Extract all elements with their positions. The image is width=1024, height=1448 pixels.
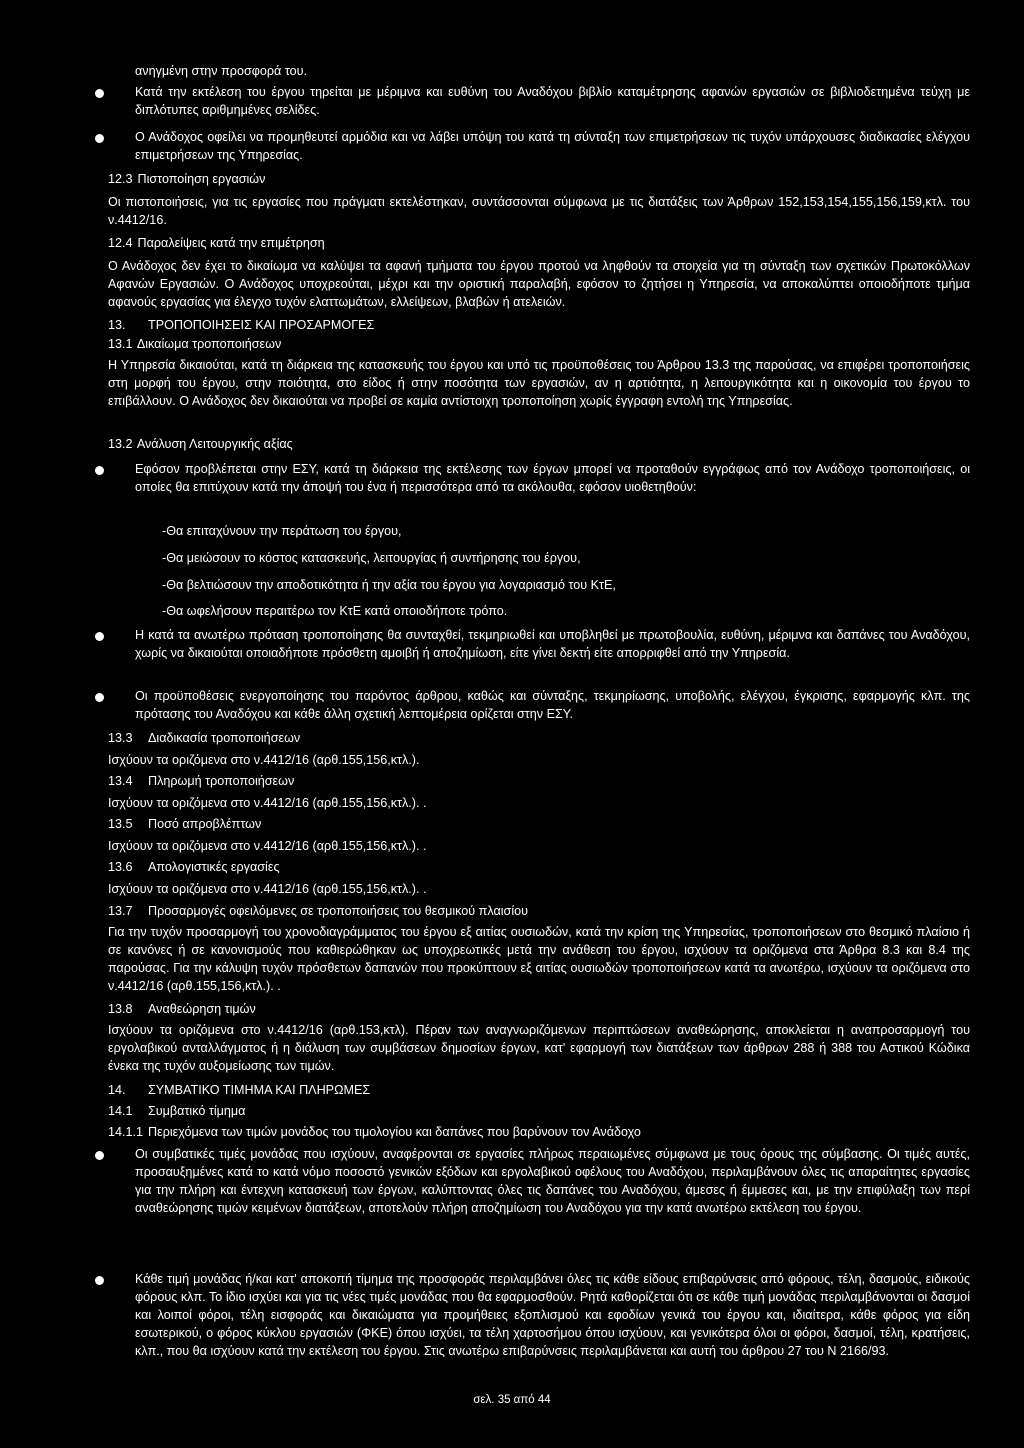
heading-number: 12.3 <box>108 172 133 186</box>
bullet-icon <box>95 1151 104 1160</box>
heading-title: ΤΡΟΠΟΠΟΙΗΣΕΙΣ ΚΑΙ ΠΡΟΣΑΡΜΟΓΕΣ <box>148 318 375 332</box>
heading-title: Συμβατικό τίμημα <box>148 1104 246 1118</box>
body-line: Ισχύουν τα οριζόμενα στο ν.4412/16 (αρθ.155,156,κτλ.). <box>108 753 420 767</box>
section-heading-14-1 <box>108 1102 245 1120</box>
heading-number: 14. <box>108 1083 126 1097</box>
heading-title: Προσαρμογές οφειλόμενες σε τροποποιήσεις του θεσμικού πλαισίου <box>148 904 529 918</box>
section-heading-13-6 <box>108 858 280 876</box>
section-heading-13-4 <box>108 772 294 790</box>
heading-title: Πληρωμή τροποποιήσεων <box>148 774 295 788</box>
body-line: Ισχύουν τα οριζόμενα στο ν.4412/16 (αρθ.155,156,κτλ.). . <box>108 796 427 810</box>
heading-number: 13.3 <box>108 731 133 745</box>
heading-number: 13.2 <box>108 437 133 451</box>
heading-number: 12.4 <box>108 236 133 250</box>
body-paragraph: Για την τυχόν προσαρμογή του χρονοδιαγράμματος του έργου εξ αιτίας ουσιωδών, κατά την κρίση της Υπηρεσίας, τροποποιήσεων στο θεσμικό πλαίσιο ή σε κανόνες ή σε κανονισμούς που καθιερώθηκαν ως υποχρεωτικές μετά την ανάθεση του έργου, ισχύουν τα οριζόμενα στα Άρθρα 8.3 και 8.4 της παρούσας. Για την κάλυψη τυχόν πρόσθετων δαπανών που προκύπτουν εξ αιτίας ουσιωδών τροποποιήσεων κατά τα ανωτέρω, ισχύουν τα οριζόμενα στο ν.4412/16 (αρθ.155,156,κτλ.). . <box>108 925 970 993</box>
section-heading-13 <box>108 316 374 334</box>
heading-number: 13.5 <box>108 817 133 831</box>
bullet-icon <box>95 89 104 98</box>
body-paragraph: Ο Ανάδοχος δεν έχει το δικαίωμα να καλύψει τα αφανή τμήματα του έργου προτού να ληφθούν τα στοιχεία για τη σύνταξη των σχετικών Πρωτοκόλλων Αφανών Εργασιών. Ο Ανάδοχος υποχρεούται, μέχρι και την οριστική παραλαβή, εφόσον το ζητήσει η Υπηρεσία, να αποκαλύπτει οποιοδήποτε τμήμα αφανούς εργασίας για έλεγχο τυχόν ελαττωμάτων, ελλείψεων, βλαβών ή ατελειών. <box>108 259 970 309</box>
heading-number: 13.4 <box>108 774 133 788</box>
dash-item: -Θα μειώσουν το κόστος κατασκευής, λειτουργίας ή συντήρησης του έργου, <box>162 551 581 565</box>
heading-title: Αναθεώρηση τιμών <box>148 1002 256 1016</box>
body-paragraph: Οι πιστοποιήσεις, για τις εργασίες που πράγματι εκτελέστηκαν, συντάσσονται σύμφωνα με τις διατάξεις των Άρθρων 152,153,154,155,156,159,κτλ. του ν.4412/16. <box>108 195 970 227</box>
section-heading-14-1-1 <box>108 1123 641 1141</box>
bullet-paragraph: Κατά την εκτέλεση του έργου τηρείται με μέριμνα και ευθύνη του Αναδόχου βιβλίο καταμέτρησης αφανών εργασιών σε βιβλιοδετημένα τεύχη με διπλότυπες αριθμημένες σελίδες. <box>135 85 970 117</box>
body-line: Ισχύουν τα οριζόμενα στο ν.4412/16 (αρθ.155,156,κτλ.). . <box>108 839 427 853</box>
heading-number: 14.1.1 <box>108 1125 144 1139</box>
section-heading-14 <box>108 1081 370 1099</box>
heading-number: 13.8 <box>108 1002 133 1016</box>
dash-item: -Θα βελτιώσουν την αποδοτικότητα ή την αξία του έργου για λογαριασμό του ΚτΕ, <box>162 578 616 592</box>
body-paragraph: Ισχύουν τα οριζόμενα στο ν.4412/16 (αρθ.153,κτλ). Πέραν των αναγνωριζόμενων περιπτώσεων αναθεώρησης, αποκλείεται η αναπροσαρμογή του εργολαβικού ανταλλάγματος ή η διάλυση των συμβάσεων δημοσίων έργων, κατ' εφαρμογή των διατάξεων των άρθρων 288 ή 388 του Αστικού Κώδικα ένεκα της τυχόν αυξομείωσης των τιμών. <box>108 1023 970 1073</box>
section-heading-13-2 <box>108 435 293 453</box>
heading-number: 14.1 <box>108 1104 133 1118</box>
section-heading-13-5 <box>108 815 261 833</box>
heading-title: Διαδικασία τροποποιήσεων <box>148 731 301 745</box>
heading-title: Απολογιστικές εργασίες <box>148 860 280 874</box>
bullet-paragraph: Ο Ανάδοχος οφείλει να προμηθευτεί αρμόδια και να λάβει υπόψη του κατά τη σύνταξη των επιμετρήσεων τις τυχόν υπάρχουσες διαδικασίες ελέγχου επιμετρήσεων της Υπηρεσίας. <box>135 130 970 162</box>
text-line: ανηγμένη στην προσφορά του. <box>135 64 308 78</box>
heading-number: 13. <box>108 318 126 332</box>
heading-title: Πιστοποίηση εργασιών <box>137 172 266 186</box>
heading-title: Ποσό απροβλέπτων <box>148 817 262 831</box>
body-paragraph: Η Υπηρεσία δικαιούται, κατά τη διάρκεια της κατασκευής του έργου και υπό τις προϋποθέσεις του Άρθρου 13.3 της παρούσας, να επιφέρει τροποποιήσεις στη μορφή του έργου, στην ποιότητα, στο είδος ή στην ποσότητα των εργασιών, αν η αρτιότητα, η λειτουργικότητα και η οικονομία του έργου το επιβάλλουν. Ο Ανάδοχος δεν δικαιούται να προβεί σε καμία αντίστοιχη τροποποίηση χωρίς έγγραφη εντολή της Υπηρεσίας. <box>108 358 970 408</box>
heading-number: 13.1 <box>108 337 133 351</box>
section-heading-13-1 <box>108 335 281 353</box>
heading-title: Δικαίωμα τροποποιήσεων <box>136 337 282 351</box>
heading-title: Περιεχόμενα των τιμών μονάδος του τιμολογίου και δαπάνες που βαρύνουν τον Ανάδοχο <box>148 1125 641 1139</box>
bullet-icon <box>95 1276 104 1285</box>
bullet-paragraph: Η κατά τα ανωτέρω πρόταση τροποποίησης θα συνταχθεί, τεκμηριωθεί και υποβληθεί με πρωτοβουλία, ευθύνη, μέριμνα και δαπάνες του Αναδόχου, χωρίς να δικαιούται οποιαδήποτε πρόσθετη αμοιβή ή αποζημίωση, είτε γίνει δεκτή είτε απορριφθεί από την Υπηρεσία. <box>135 628 970 660</box>
dash-item: -Θα επιταχύνουν την περάτωση του έργου, <box>162 524 402 538</box>
section-heading-13-3 <box>108 729 300 747</box>
bullet-icon <box>95 632 104 641</box>
page-footer: σελ. 35 από 44 <box>473 1394 551 1406</box>
bullet-icon <box>95 466 104 475</box>
section-heading-12-3 <box>108 170 265 188</box>
heading-number: 13.7 <box>108 904 133 918</box>
heading-title: Παραλείψεις κατά την επιμέτρηση <box>137 236 325 250</box>
bullet-icon <box>95 134 104 143</box>
section-heading-12-4 <box>108 234 325 252</box>
section-heading-13-7 <box>108 902 528 920</box>
bullet-icon <box>95 693 104 702</box>
body-line: Ισχύουν τα οριζόμενα στο ν.4412/16 (αρθ.155,156,κτλ.). . <box>108 882 427 896</box>
section-heading-13-8 <box>108 1000 256 1018</box>
heading-title: Ανάλυση Λειτουργικής αξίας <box>136 437 293 451</box>
heading-title: ΣΥΜΒΑΤΙΚΟ ΤΙΜΗΜΑ ΚΑΙ ΠΛΗΡΩΜΕΣ <box>148 1083 371 1097</box>
bullet-paragraph: Οι προϋποθέσεις ενεργοποίησης του παρόντος άρθρου, καθώς και σύνταξης, τεκμηρίωσης, υποβολής, ελέγχου, έγκρισης, εφαρμογής κλπ. της πρότασης του Αναδόχου και κάθε άλλη σχετική λεπτομέρεια ορίζεται στην ΕΣΥ. <box>135 689 970 721</box>
bullet-paragraph: Οι συμβατικές τιμές μονάδας που ισχύουν, αναφέρονται σε εργασίες πλήρως περαιωμένες σύμφωνα με τους όρους της σύμβασης. Οι τιμές αυτές, προσαυξημένες κατά το κατά νόμο ποσοστό γενικών εξόδων και εργολαβικού οφέλους του Αναδόχου, περιλαμβάνουν όλες τις απαραίτητες εργασίες για την πλήρη και έντεχνη κατασκευή των έργων, καλύπτοντας όλες τις δαπάνες του Αναδόχου, άμεσες ή έμμεσες και, με την επιφύλαξη των περί αναθεώρησης τιμών κειμένων διατάξεων, αποτελούν πλήρη αποζημίωση του Αναδόχου για την κατά ανωτέρω εκτέλεση του έργου. <box>135 1147 970 1215</box>
bullet-paragraph: Εφόσον προβλέπεται στην ΕΣΥ, κατά τη διάρκεια της εκτέλεσης των έργων μπορεί να προταθούν εγγράφως από τον Ανάδοχο τροποποιήσεις, οι οποίες θα επιτύχουν κατά την άποψή του ένα ή περισσότερα από τα ακόλουθα, εφόσον υιοθετηθούν: <box>135 462 970 494</box>
bullet-paragraph: Κάθε τιμή μονάδας ή/και κατ' αποκοπή τίμημα της προσφοράς περιλαμβάνει όλες τις κάθε είδους επιβαρύνσεις από φόρους, τέλη, δασμούς, ειδικούς φόρους κλπ. Το ίδιο ισχύει και για τις νέες τιμές μονάδας που θα εφαρμοσθούν. Ρητά καθορίζεται ότι σε κάθε τιμή μονάδας περιλαμβάνονται οι δασμοί και λοιποί φόροι, τέλη εισφοράς και δικαιώματα για προμήθειες εξοπλισμού και εφοδίων γενικά του έργου και, ιδιαίτερα, κάθε φόρος για είδη εσωτερικού, ο φόρος κύκλου εργασιών (ΦΚΕ) όπου ισχύει, τα τέλη χαρτοσήμου όπου ισχύουν, και γενικότερα όλοι οι φόροι, δασμοί, τέλη, κρατήσεις, κλπ., που θα ισχύουν κατά την εκτέλεση του έργου. Στις ανωτέρω επιβαρύνσεις περιλαμβάνεται και αυτή του άρθρου 27 του Ν 2166/93. <box>135 1272 970 1358</box>
dash-item: -Θα ωφελήσουν περαιτέρω τον ΚτΕ κατά οποιοδήποτε τρόπο. <box>162 604 508 618</box>
heading-number: 13.6 <box>108 860 133 874</box>
